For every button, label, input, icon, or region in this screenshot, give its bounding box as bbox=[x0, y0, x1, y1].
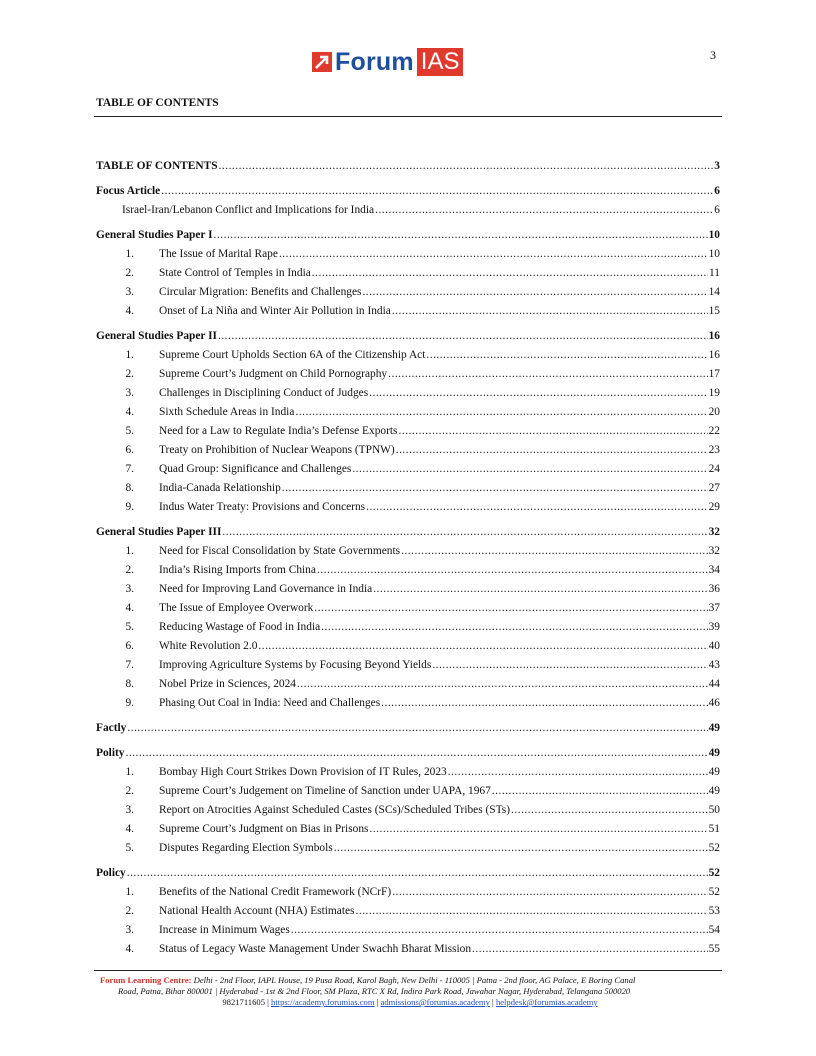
toc-entry-title: India-Canada Relationship bbox=[159, 482, 281, 494]
toc-entry[interactable] bbox=[96, 637, 720, 656]
footer-address-1: Delhi - 2nd Floor, IAPL House, 19 Pusa Road, Karol Bagh, New Delhi - 110005 | Patna - 2nd floor, AG Palace, E Boring Canal bbox=[191, 975, 636, 985]
toc-entry-number: 2. bbox=[125, 267, 134, 279]
toc-entry[interactable] bbox=[96, 542, 720, 561]
logo-ias-text: IAS bbox=[417, 48, 464, 76]
toc-entry-page: 32 bbox=[708, 545, 720, 557]
toc-entry-title: Challenges in Disciplining Conduct of Judges bbox=[159, 387, 369, 399]
toc-dot-leader bbox=[214, 226, 708, 245]
page-number: 3 bbox=[710, 48, 716, 62]
toc-entry-page: 24 bbox=[708, 463, 720, 475]
toc-entry-title: TABLE OF CONTENTS bbox=[96, 160, 218, 172]
toc-entry-number: 9. bbox=[125, 697, 134, 709]
toc-entry-title: Indus Water Treaty: Provisions and Concerns bbox=[159, 501, 366, 513]
footer-label: Forum Learning Centre: bbox=[100, 975, 192, 985]
toc-entry-number: 2. bbox=[125, 785, 134, 797]
toc-entry-page: 53 bbox=[708, 905, 720, 917]
toc-entry-title: Nobel Prize in Sciences, 2024 bbox=[159, 678, 296, 690]
toc-entry-number: 8. bbox=[125, 678, 134, 690]
toc-entry[interactable] bbox=[96, 384, 720, 403]
toc-entry-number: 3. bbox=[125, 583, 134, 595]
footer-website-link[interactable]: https://academy.forumias.com bbox=[271, 997, 375, 1007]
toc-dot-leader bbox=[369, 384, 707, 403]
toc-entry-page: 37 bbox=[708, 602, 720, 614]
toc-entry-title: The Issue of Employee Overwork bbox=[159, 602, 314, 614]
toc-entry-title: India’s Rising Imports from China bbox=[159, 564, 316, 576]
toc-entry-number: 1. bbox=[125, 886, 134, 898]
toc-entry-title: Disputes Regarding Election Symbols bbox=[159, 842, 333, 854]
toc-entry-title: Need for Improving Land Governance in India bbox=[159, 583, 373, 595]
toc-entry-number: 1. bbox=[125, 349, 134, 361]
toc-entry-number: 4. bbox=[125, 823, 134, 835]
toc-entry-number: 5. bbox=[125, 621, 134, 633]
toc-entry-page: 39 bbox=[708, 621, 720, 633]
toc-dot-leader bbox=[312, 264, 708, 283]
toc-dot-leader bbox=[401, 542, 708, 561]
toc-entry-title: Sixth Schedule Areas in India bbox=[159, 406, 295, 418]
toc-entry[interactable] bbox=[96, 245, 720, 264]
toc-entry-page: 10 bbox=[708, 229, 720, 241]
toc-entry[interactable] bbox=[96, 940, 720, 959]
toc-entry-title: Benefits of the National Credit Framework (NCrF) bbox=[159, 886, 392, 898]
toc-dot-leader bbox=[381, 694, 707, 713]
footer-separator: | bbox=[374, 997, 381, 1007]
toc-entry[interactable] bbox=[96, 921, 720, 940]
toc-entry-title: Bombay High Court Strikes Down Provision of IT Rules, 2023 bbox=[159, 766, 447, 778]
toc-entry[interactable] bbox=[96, 694, 720, 713]
toc-entry-page: 52 bbox=[708, 867, 720, 879]
toc-entry[interactable] bbox=[96, 441, 720, 460]
toc-entry-title: Improving Agriculture Systems by Focusing Beyond Yields bbox=[159, 659, 432, 671]
toc-entry-title: Phasing Out Coal in India: Need and Challenges bbox=[159, 697, 381, 709]
footer-phone: 9821711605 bbox=[222, 997, 265, 1007]
toc-entry-page: 20 bbox=[708, 406, 720, 418]
toc-entry[interactable] bbox=[96, 283, 720, 302]
toc-entry-page: 49 bbox=[708, 785, 720, 797]
toc-dot-leader bbox=[282, 479, 708, 498]
footer-separator: | bbox=[489, 997, 496, 1007]
toc-entry-title: State Control of Temples in India bbox=[159, 267, 311, 279]
toc-entry-page: 44 bbox=[708, 678, 720, 690]
toc-entry-number: 4. bbox=[125, 305, 134, 317]
toc-entry-number: 3. bbox=[125, 286, 134, 298]
toc-entry-page: 49 bbox=[708, 747, 720, 759]
toc-entry[interactable] bbox=[96, 599, 720, 618]
toc-entry-title: Status of Legacy Waste Management Under Swachh Bharat Mission bbox=[159, 943, 472, 955]
toc-entry-page: 52 bbox=[708, 842, 720, 854]
toc-entry-number: 6. bbox=[125, 444, 134, 456]
toc-entry-page: 55 bbox=[708, 943, 720, 955]
toc-dot-leader bbox=[369, 820, 707, 839]
toc-section-heading[interactable] bbox=[96, 523, 720, 542]
toc-entry-page: 36 bbox=[708, 583, 720, 595]
toc-entry-number: 4. bbox=[125, 943, 134, 955]
toc-dot-leader bbox=[222, 523, 707, 542]
toc-entry[interactable] bbox=[96, 618, 720, 637]
toc-entry[interactable] bbox=[96, 422, 720, 441]
toc-dot-leader bbox=[472, 940, 708, 959]
toc-dot-leader bbox=[392, 302, 708, 321]
toc-dot-leader bbox=[362, 283, 707, 302]
toc-entry-page: 6 bbox=[714, 185, 720, 197]
toc-dot-leader bbox=[279, 245, 708, 264]
toc-entry[interactable] bbox=[96, 656, 720, 675]
toc-entry-page: 23 bbox=[708, 444, 720, 456]
toc-entry-title: Supreme Court Upholds Section 6A of the Citizenship Act bbox=[159, 349, 426, 361]
toc-entry-page: 27 bbox=[708, 482, 720, 494]
toc-entry-page: 40 bbox=[708, 640, 720, 652]
toc-entry-number: 3. bbox=[125, 924, 134, 936]
toc-entry-title: Polity bbox=[96, 747, 125, 759]
toc-dot-leader bbox=[375, 201, 713, 220]
toc-entry-page: 32 bbox=[708, 526, 720, 538]
toc-entry-title: General Studies Paper III bbox=[96, 526, 222, 538]
toc-dot-leader bbox=[317, 561, 708, 580]
arrow-icon bbox=[312, 52, 332, 72]
toc-entry-number: 6. bbox=[125, 640, 134, 652]
toc-entry-number: 7. bbox=[125, 463, 134, 475]
toc-entry-page: 10 bbox=[708, 248, 720, 260]
toc-dot-leader bbox=[127, 864, 708, 883]
toc-entry[interactable] bbox=[96, 479, 720, 498]
toc-section-heading[interactable] bbox=[96, 327, 720, 346]
header-title: TABLE OF CONTENTS bbox=[96, 97, 219, 109]
toc-dot-leader bbox=[314, 599, 707, 618]
toc-dot-leader bbox=[219, 157, 714, 176]
toc-entry[interactable] bbox=[96, 883, 720, 902]
toc-entry-number: 4. bbox=[125, 602, 134, 614]
toc-entry-title: Need for Fiscal Consolidation by State Governments bbox=[159, 545, 401, 557]
toc-entry-title: General Studies Paper II bbox=[96, 330, 217, 342]
toc-entry-title: Focus Article bbox=[96, 185, 161, 197]
toc-entry[interactable] bbox=[96, 902, 720, 921]
toc-entry-number: 5. bbox=[125, 425, 134, 437]
toc-entry-title: White Revolution 2.0 bbox=[159, 640, 258, 652]
toc-dot-leader bbox=[448, 763, 708, 782]
toc-entry-number: 3. bbox=[125, 804, 134, 816]
toc-dot-leader bbox=[258, 637, 707, 656]
toc-entry-page: 43 bbox=[708, 659, 720, 671]
toc-entry[interactable] bbox=[96, 460, 720, 479]
toc-dot-leader bbox=[399, 422, 708, 441]
toc-section-heading[interactable] bbox=[96, 226, 720, 245]
toc-entry[interactable] bbox=[96, 561, 720, 580]
toc-entry[interactable] bbox=[96, 403, 720, 422]
toc-section-heading[interactable] bbox=[96, 157, 720, 176]
toc-dot-leader bbox=[492, 782, 708, 801]
toc-entry-page: 6 bbox=[714, 204, 720, 216]
toc-entry-title: Supreme Court’s Judgment on Child Pornography bbox=[159, 368, 388, 380]
toc-dot-leader bbox=[125, 744, 707, 763]
toc-entry-number: 2. bbox=[125, 905, 134, 917]
toc-entry-title: Report on Atrocities Against Scheduled Castes (SCs)/Scheduled Tribes (STs) bbox=[159, 804, 511, 816]
toc-entry[interactable] bbox=[96, 675, 720, 694]
toc-entry[interactable] bbox=[96, 264, 720, 283]
toc-dot-leader bbox=[127, 719, 707, 738]
toc-dot-leader bbox=[356, 902, 708, 921]
toc-entry[interactable] bbox=[96, 580, 720, 599]
toc-entry-page: 22 bbox=[708, 425, 720, 437]
toc-section-heading[interactable] bbox=[96, 744, 720, 763]
forumias-logo bbox=[312, 48, 463, 76]
toc-dot-leader bbox=[373, 580, 707, 599]
toc-entry-page: 16 bbox=[708, 349, 720, 361]
toc-entry-title: Treaty on Prohibition of Nuclear Weapons (TPNW) bbox=[159, 444, 395, 456]
toc-entry-title: Supreme Court’s Judgment on Bias in Prisons bbox=[159, 823, 369, 835]
toc-entry-page: 17 bbox=[708, 368, 720, 380]
toc-entry-page: 51 bbox=[708, 823, 720, 835]
toc-entry-title: The Issue of Marital Rape bbox=[159, 248, 278, 260]
footer bbox=[100, 975, 720, 1008]
toc-entry[interactable] bbox=[96, 302, 720, 321]
toc-entry-page: 29 bbox=[708, 501, 720, 513]
toc-entry-page: 11 bbox=[709, 267, 720, 279]
toc-entry-title: National Health Account (NHA) Estimates bbox=[159, 905, 355, 917]
toc-entry-page: 50 bbox=[708, 804, 720, 816]
toc-dot-leader bbox=[426, 346, 707, 365]
toc-entry-page: 49 bbox=[708, 722, 720, 734]
toc-entry-number: 1. bbox=[125, 766, 134, 778]
toc-dot-leader bbox=[388, 365, 707, 384]
toc-dot-leader bbox=[291, 921, 708, 940]
toc-entry-title: Supreme Court’s Judgement on Timeline of Sanction under UAPA, 1967 bbox=[159, 785, 491, 797]
toc-entry-number: 1. bbox=[125, 545, 134, 557]
toc-entry[interactable] bbox=[96, 201, 720, 220]
toc-entry-page: 15 bbox=[708, 305, 720, 317]
toc-section-heading[interactable] bbox=[96, 182, 720, 201]
toc-entry-page: 14 bbox=[708, 286, 720, 298]
logo-forum-text: Forum bbox=[335, 48, 414, 76]
toc-entry-page: 54 bbox=[708, 924, 720, 936]
footer-separator: | bbox=[265, 997, 272, 1007]
toc-entry-page: 16 bbox=[708, 330, 720, 342]
toc-entry-title: Quad Group: Significance and Challenges bbox=[159, 463, 352, 475]
toc-section-heading[interactable] bbox=[96, 864, 720, 883]
toc-entry-title: Reducing Wastage of Food in India bbox=[159, 621, 321, 633]
toc-entry-title: Need for a Law to Regulate India’s Defense Exports bbox=[159, 425, 398, 437]
toc-entry-number: 3. bbox=[125, 387, 134, 399]
toc-entry-title: Israel-Iran/Lebanon Conflict and Implications for India bbox=[122, 204, 375, 216]
toc-entry-page: 52 bbox=[708, 886, 720, 898]
toc-entry-page: 3 bbox=[714, 160, 720, 172]
toc-dot-leader bbox=[295, 403, 707, 422]
toc-entry-number: 1. bbox=[125, 248, 134, 260]
toc-dot-leader bbox=[161, 182, 713, 201]
footer-email-helpdesk-link[interactable]: helpdesk@forumias.academy bbox=[495, 997, 598, 1007]
toc-dot-leader bbox=[366, 498, 708, 517]
toc-entry-number: 9. bbox=[125, 501, 134, 513]
toc-dot-leader bbox=[321, 618, 707, 637]
toc-dot-leader bbox=[297, 675, 708, 694]
toc-dot-leader bbox=[392, 883, 707, 902]
toc-entry-number: 2. bbox=[125, 564, 134, 576]
header-divider bbox=[94, 116, 722, 117]
toc-entry-title: Onset of La Niña and Winter Air Pollution in India bbox=[159, 305, 391, 317]
toc-entry-number: 7. bbox=[125, 659, 134, 671]
toc-dot-leader bbox=[396, 441, 708, 460]
footer-address-2: Road, Patna, Bihar 800001 | Hyderabad - 1st & 2nd Floor, SM Plaza, RTC X Rd, Indira Park Road, Jawahar Nagar, Hyderabad, Telangana 500020 bbox=[118, 986, 631, 996]
toc-entry[interactable] bbox=[96, 346, 720, 365]
toc-entry[interactable] bbox=[96, 801, 720, 820]
toc-entry-title: Increase in Minimum Wages bbox=[159, 924, 290, 936]
toc-section-heading[interactable] bbox=[96, 719, 720, 738]
table-of-contents bbox=[96, 157, 720, 959]
toc-entry-page: 19 bbox=[708, 387, 720, 399]
toc-entry-page: 46 bbox=[708, 697, 720, 709]
toc-entry[interactable] bbox=[96, 839, 720, 858]
toc-entry[interactable] bbox=[96, 782, 720, 801]
toc-dot-leader bbox=[432, 656, 707, 675]
toc-entry[interactable] bbox=[96, 820, 720, 839]
toc-entry[interactable] bbox=[96, 498, 720, 517]
footer-email-admissions-link[interactable]: admissions@forumias.academy bbox=[380, 997, 490, 1007]
toc-entry[interactable] bbox=[96, 365, 720, 384]
toc-entry-title: General Studies Paper I bbox=[96, 229, 213, 241]
toc-entry-number: 5. bbox=[125, 842, 134, 854]
toc-entry[interactable] bbox=[96, 763, 720, 782]
toc-entry-number: 4. bbox=[125, 406, 134, 418]
toc-entry-number: 8. bbox=[125, 482, 134, 494]
toc-dot-leader bbox=[511, 801, 708, 820]
toc-entry-title: Policy bbox=[96, 867, 126, 879]
toc-entry-page: 49 bbox=[708, 766, 720, 778]
toc-dot-leader bbox=[352, 460, 707, 479]
toc-entry-page: 34 bbox=[708, 564, 720, 576]
toc-entry-number: 2. bbox=[125, 368, 134, 380]
toc-dot-leader bbox=[334, 839, 708, 858]
toc-dot-leader bbox=[218, 327, 708, 346]
footer-divider bbox=[94, 970, 722, 971]
toc-entry-title: Factly bbox=[96, 722, 127, 734]
toc-entry-title: Circular Migration: Benefits and Challenges bbox=[159, 286, 362, 298]
